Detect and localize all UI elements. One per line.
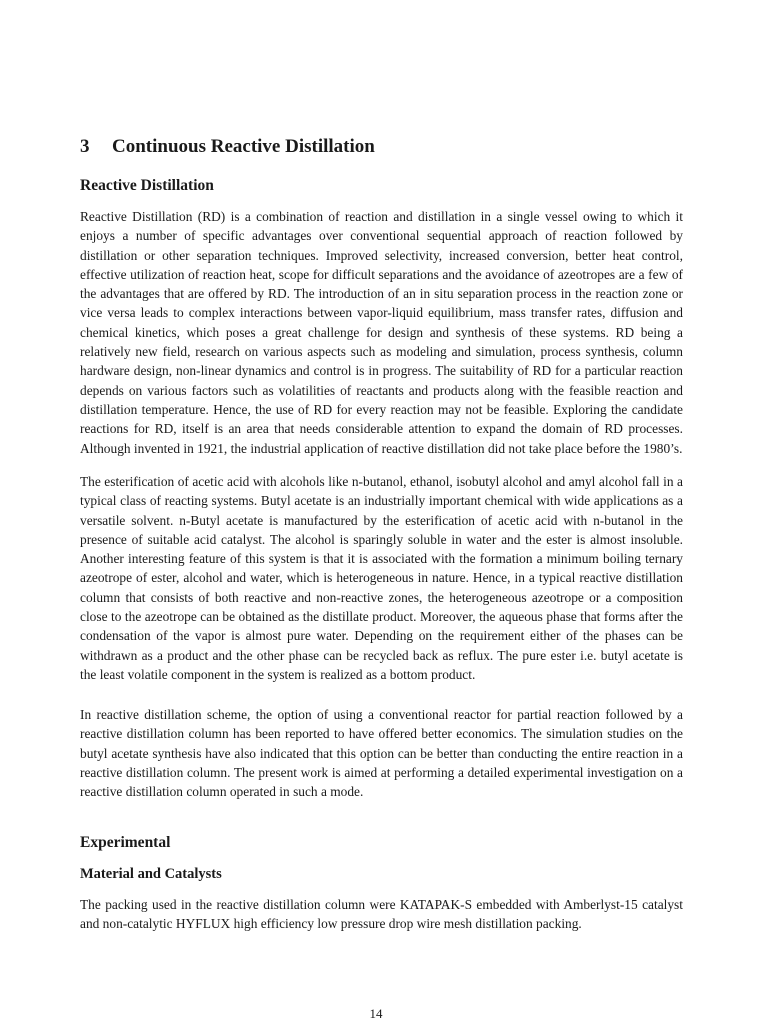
section-title: Continuous Reactive Distillation [112, 136, 375, 157]
paragraph-packing: The packing used in the reactive distillation column were KATAPAK-S embedded with Amberlyst-15 catalyst and non-catalytic HYFLUX high efficiency low pressure drop wire mesh distillation packing. [80, 897, 683, 932]
section-heading [80, 136, 375, 158]
subsection-heading-reactive-distillation: Reactive Distillation [80, 177, 214, 194]
subsubsection-heading-material-catalysts: Material and Catalysts [80, 866, 222, 882]
subsection-heading-experimental: Experimental [80, 834, 171, 851]
paragraph-esterification: The esterification of acetic acid with alcohols like n-butanol, ethanol, isobutyl alcohol and amyl alcohol fall in a typical class of reacting systems. Butyl acetate is an industrially important chemical with wide applications as a versatile solvent. n-Butyl acetate is manufactured by the esterification of acetic acid with n-butanol in the presence of suitable acid catalyst. The alcohol is sparingly soluble in water and the ester is almost insoluble. Another interesting feature of this system is that it is associated with the formation a minimum boiling ternary azeotrope of ester, alcohol and water, which is heterogeneous in nature. Hence, in a typical reactive distillation column that consists of both reactive and non-reactive zones, the heterogeneous azeotrope or a composition close to the azeotrope can be obtained as the distillate product. Moreover, the aqueous phase that forms after the condensation of the vapor is almost pure water. Depending on the requirement either of the phases can be withdrawn as a product and the other phase can be recycled back as reflux. The pure ester i.e. butyl acetate is the least volatile component in the system is realized as a bottom product. [80, 474, 683, 682]
paragraph-rd-scheme: In reactive distillation scheme, the option of using a conventional reactor for partial reaction followed by a reactive distillation column has been reported to have offered better economics. The simulation studies on the butyl acetate synthesis have also indicated that this option can be better than conducting the entire reaction in a reactive distillation column. The present work is aimed at performing a detailed experimental investigation on a reactive distillation column operated in such a mode. [80, 707, 683, 800]
paragraph-rd-intro: Reactive Distillation (RD) is a combination of reaction and distillation in a single vessel owing to which it enjoys a number of specific advantages over conventional sequential approach of reaction followed by distillation or other separation techniques. Improved selectivity, increased conversion, better heat control, effective utilization of reaction heat, scope for difficult separations and the avoidance of azeotropes are a few of the advantages that are offered by RD. The introduction of an in situ separation process in the reaction zone or vice versa leads to complex interactions between vapor-liquid equilibrium, mass transfer rates, diffusion and chemical kinetics, which poses a great challenge for design and synthesis of these systems. RD being a relatively new field, research on various aspects such as modeling and simulation, process synthesis, column hardware design, non-linear dynamics and control is in progress. The suitability of RD for a particular reaction depends on various factors such as volatilities of reactants and products along with the feasible reaction and distillation temperature. Hence, the use of RD for every reaction may not be feasible. Exploring the candidate reactions for RD, itself is an area that needs considerable attention to expand the domain of RD processes. Although invented in 1921, the industrial application of reactive distillation did not take place before the 1980’s. [80, 209, 683, 456]
section-number: 3 [80, 136, 90, 157]
page-number: 14 [369, 1006, 383, 1021]
